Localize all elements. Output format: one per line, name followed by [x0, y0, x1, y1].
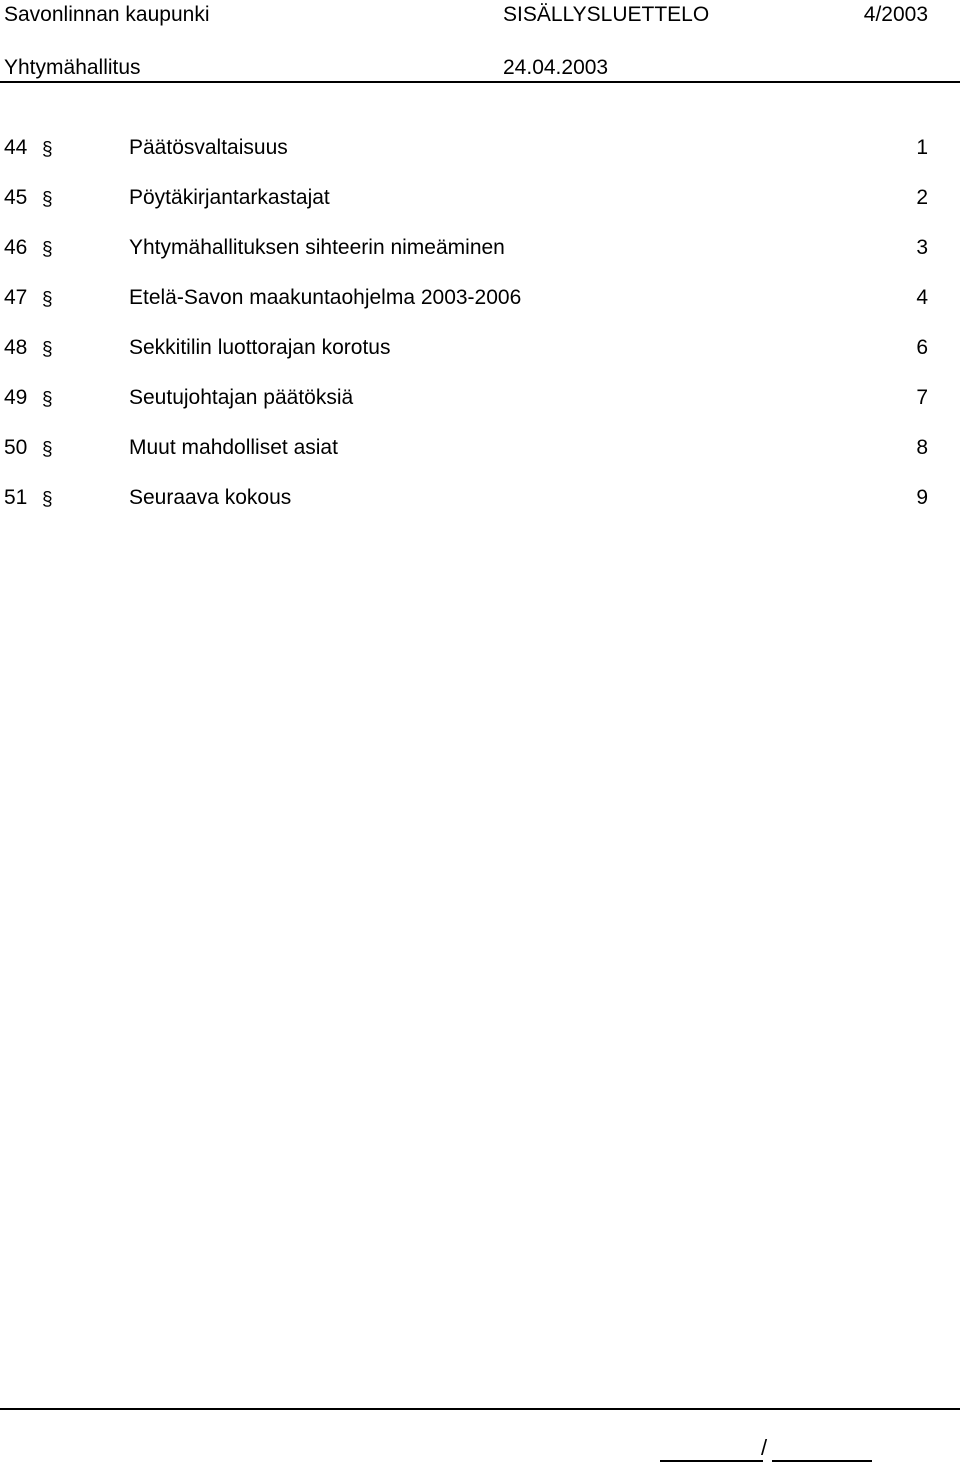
section-sign: §: [42, 139, 53, 160]
section-title: Päätösvaltaisuus: [129, 136, 288, 159]
section-number: 51: [4, 486, 28, 509]
section-number: 46: [4, 236, 28, 259]
governing-body: Yhtymähallitus: [4, 56, 141, 79]
page-number: 1: [916, 136, 928, 159]
header-divider: [0, 81, 960, 83]
section-sign: §: [42, 189, 53, 210]
initials-separator: /: [761, 1435, 768, 1460]
footer-divider: [0, 1408, 960, 1410]
section-title: Muut mahdolliset asiat: [129, 436, 338, 459]
table-of-contents: [0, 136, 960, 536]
initials-line-right: [772, 1460, 872, 1462]
document-type: SISÄLLYSLUETTELO: [503, 3, 710, 26]
page-number: 8: [916, 436, 928, 459]
section-title: Pöytäkirjantarkastajat: [129, 186, 330, 209]
initials-line-left: [660, 1460, 763, 1462]
meeting-date: 24.04.2003: [503, 56, 609, 79]
page-number: 9: [916, 486, 928, 509]
page-number: 3: [916, 236, 928, 259]
section-number: 48: [4, 336, 28, 359]
toc-row: [0, 436, 960, 486]
section-number: 45: [4, 186, 28, 209]
section-sign: §: [42, 289, 53, 310]
section-title: Yhtymähallituksen sihteerin nimeäminen: [129, 236, 505, 259]
toc-row: [0, 336, 960, 386]
page-number: 4: [916, 286, 928, 309]
toc-row: [0, 486, 960, 536]
section-title: Sekkitilin luottorajan korotus: [129, 336, 391, 359]
section-number: 47: [4, 286, 28, 309]
toc-row: [0, 386, 960, 436]
section-sign: §: [42, 489, 53, 510]
section-sign: §: [42, 239, 53, 260]
section-sign: §: [42, 439, 53, 460]
page-number: 6: [916, 336, 928, 359]
toc-row: [0, 136, 960, 186]
document-number: 4/2003: [863, 3, 928, 26]
organization-name: Savonlinnan kaupunki: [4, 3, 210, 26]
page-number: 2: [916, 186, 928, 209]
section-title: Etelä-Savon maakuntaohjelma 2003-2006: [129, 286, 522, 309]
toc-row: [0, 236, 960, 286]
section-sign: §: [42, 389, 53, 410]
section-title: Seutujohtajan päätöksiä: [129, 386, 354, 409]
section-sign: §: [42, 339, 53, 360]
section-title: Seuraava kokous: [129, 486, 292, 509]
toc-row: [0, 186, 960, 236]
page-number: 7: [916, 386, 928, 409]
toc-row: [0, 286, 960, 336]
section-number: 50: [4, 436, 28, 459]
section-number: 44: [4, 136, 28, 159]
section-number: 49: [4, 386, 28, 409]
